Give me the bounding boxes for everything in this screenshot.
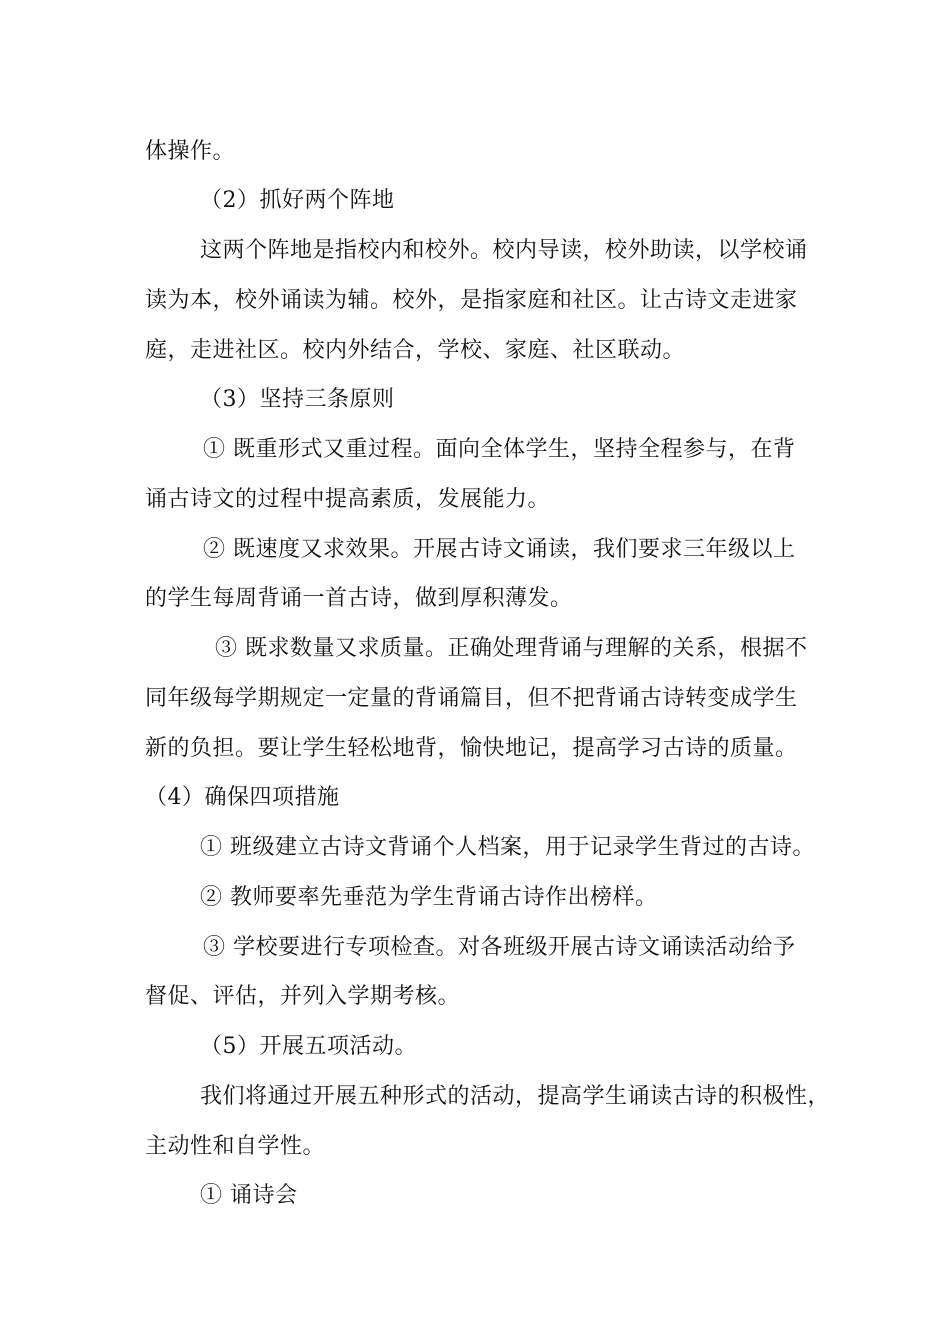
list-item: ① 既重形式又重过程。面向全体学生，坚持全程参与，在背 (203, 437, 796, 462)
text-line: 读为本，校外诵读为辅。校外，是指家庭和社区。让古诗文走进家 (145, 288, 798, 313)
text-line: 这两个阵地是指校内和校外。校内导读，校外助读，以学校诵 (200, 238, 808, 263)
text-line: 新的负担。要让学生轻松地背，愉快地记，提高学习古诗的质量。 (145, 736, 798, 761)
section-heading: （5）开展五项活动。 (200, 1034, 417, 1059)
text-line: 同年级每学期规定一定量的背诵篇目，但不把背诵古诗转变成学生 (145, 686, 798, 711)
section-heading: （2）抓好两个阵地 (200, 188, 395, 213)
list-item: ① 班级建立古诗文背诵个人档案，用于记录学生背过的古诗。 (200, 835, 815, 860)
list-item: ② 既速度又求效果。开展古诗文诵读，我们要求三年级以上 (203, 537, 796, 562)
section-heading: （4）确保四项措施 (145, 785, 340, 810)
text-line: 庭，走进社区。校内外结合，学校、家庭、社区联动。 (145, 338, 686, 363)
section-heading: （3）坚持三条原则 (200, 387, 395, 412)
text-line: 体操作。 (145, 139, 236, 164)
list-item: ① 诵诗会 (200, 1183, 298, 1208)
text-line: 主动性和自学性。 (145, 1134, 326, 1159)
text-line: 我们将通过开展五种形式的活动，提高学生诵读古诗的积极性， (200, 1084, 831, 1109)
text-line: 诵古诗文的过程中提高素质，发展能力。 (145, 487, 551, 512)
list-item: ② 教师要率先垂范为学生背诵古诗作出榜样。 (200, 885, 658, 910)
list-item: ③ 学校要进行专项检查。对各班级开展古诗文诵读活动给予 (203, 935, 796, 960)
text-line: 督促、评估，并列入学期考核。 (145, 984, 461, 1009)
list-item: ③ 既求数量又求质量。正确处理背诵与理解的关系，根据不 (215, 636, 808, 661)
text-line: 的学生每周背诵一首古诗，做到厚积薄发。 (145, 586, 573, 611)
